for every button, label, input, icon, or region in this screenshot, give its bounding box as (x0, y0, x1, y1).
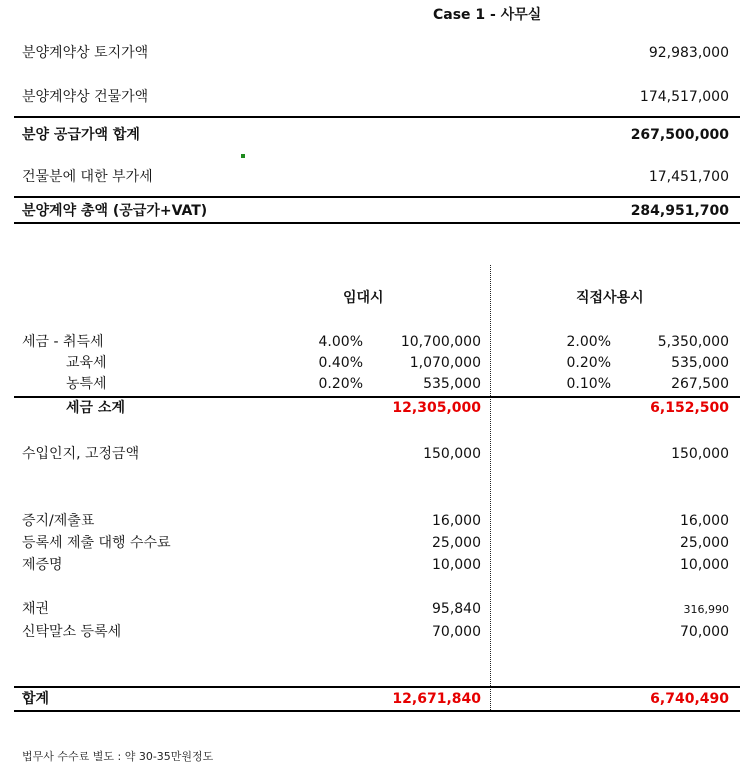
farm-direct-amount: 267,500 (671, 376, 729, 392)
tax-subtotal-rent: 12,305,000 (392, 400, 481, 416)
trust-label: 신탁말소 등록세 (22, 624, 122, 640)
grand-total-bottom-rule (14, 710, 740, 712)
farm-rent-amount: 535,000 (423, 376, 481, 392)
fee-direct-amount: 10,000 (680, 557, 729, 573)
bond-direct-amount: 316,990 (683, 603, 729, 616)
fee-label: 등록세 제출 대행 수수료 (22, 535, 171, 551)
grand-total-top-rule (14, 686, 740, 688)
tax-subtotal-direct: 6,152,500 (650, 400, 729, 416)
grand-total-rent: 12,671,840 (392, 691, 481, 707)
building-label: 분양계약상 건물가액 (22, 89, 149, 105)
total-label: 분양계약 총액 (공급가+VAT) (22, 203, 208, 219)
acq-tax-label: 세금 - 취득세 (22, 334, 104, 350)
farm-rent-rate: 0.20% (318, 376, 363, 392)
total-value: 284,951,700 (630, 203, 729, 219)
supply-top-rule (14, 116, 740, 118)
supply-label: 분양 공급가액 합계 (22, 127, 140, 143)
trust-rent-amount: 70,000 (432, 624, 481, 640)
cell-marker (241, 154, 245, 158)
land-value: 92,983,000 (648, 45, 729, 61)
fee-label: 증지/제출표 (22, 513, 95, 529)
page-title: Case 1 - 사무실 (433, 7, 542, 23)
column-divider (490, 265, 491, 710)
edu-rent-rate: 0.40% (318, 355, 363, 371)
trust-direct-amount: 70,000 (680, 624, 729, 640)
stamp-direct-amount: 150,000 (671, 446, 729, 462)
tax-subtotal-rule (14, 396, 740, 398)
acq-rent-rate: 4.00% (318, 334, 363, 350)
vat-value: 17,451,700 (648, 169, 729, 185)
grand-total-label: 합계 (22, 691, 50, 707)
edu-direct-amount: 535,000 (671, 355, 729, 371)
bond-rent-amount: 95,840 (432, 601, 481, 617)
fee-direct-amount: 25,000 (680, 535, 729, 551)
vat-label: 건물분에 대한 부가세 (22, 169, 153, 185)
fee-rent-amount: 25,000 (432, 535, 481, 551)
fee-rent-amount: 10,000 (432, 557, 481, 573)
supply-value: 267,500,000 (630, 127, 729, 143)
land-label: 분양계약상 토지가액 (22, 45, 149, 61)
edu-tax-label: 교육세 (66, 355, 107, 371)
tax-subtotal-label: 세금 소계 (66, 400, 125, 416)
acq-direct-amount: 5,350,000 (657, 334, 729, 350)
edu-rent-amount: 1,070,000 (409, 355, 481, 371)
fee-label: 제증명 (22, 557, 63, 573)
total-bottom-rule (14, 222, 740, 224)
column-header-direct: 직접사용시 (576, 290, 644, 306)
farm-tax-label: 농특세 (66, 376, 107, 392)
acq-rent-amount: 10,700,000 (400, 334, 481, 350)
fee-direct-amount: 16,000 (680, 513, 729, 529)
fee-rent-amount: 16,000 (432, 513, 481, 529)
bond-label: 채권 (22, 601, 50, 617)
total-top-rule (14, 196, 740, 198)
grand-total-direct: 6,740,490 (650, 691, 729, 707)
building-value: 174,517,000 (639, 89, 729, 105)
footnote: 법무사 수수료 별도 : 약 30-35만원정도 (22, 750, 214, 763)
stamp-rent-amount: 150,000 (423, 446, 481, 462)
farm-direct-rate: 0.10% (566, 376, 611, 392)
column-header-rent: 임대시 (343, 290, 384, 306)
stamp-label: 수입인지, 고정금액 (22, 446, 140, 462)
edu-direct-rate: 0.20% (566, 355, 611, 371)
acq-direct-rate: 2.00% (566, 334, 611, 350)
